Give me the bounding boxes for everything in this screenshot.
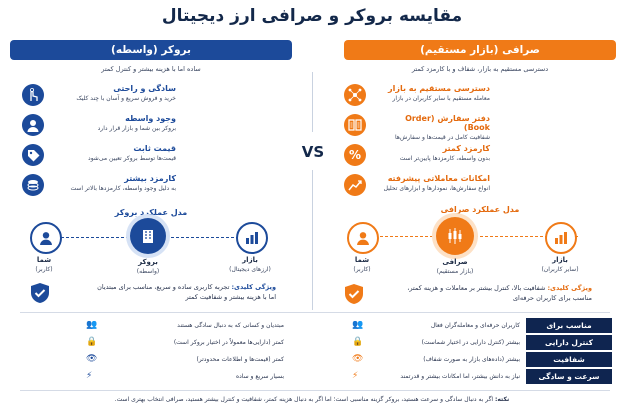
broker-node-market-sub: (ارزهای دیجیتال)	[229, 266, 271, 273]
building-icon	[130, 218, 166, 254]
network-icon	[344, 84, 366, 106]
user-icon	[347, 222, 379, 254]
exchange-flow-title: مدل عملکرد صرافی	[440, 205, 520, 214]
percent-icon: %	[344, 144, 366, 166]
user-icon	[30, 222, 62, 254]
exchange-feature-4	[380, 174, 490, 192]
divider	[312, 72, 313, 132]
criteria-speed: سرعت و سادگی	[526, 369, 612, 384]
broker-row-suitable: مبتدیان و کسانی که به دنبال سادگی هستند	[177, 322, 284, 329]
broker-node-user-label: شما	[36, 256, 52, 264]
feature-title: سادگی و راحتی	[113, 84, 176, 93]
exchange-subtitle: دسترسی مستقیم به بازار، شفاف و با کارمزد کمتر	[411, 65, 549, 73]
feature-title: قیمت ثابت	[133, 144, 176, 153]
criteria-suitable-for: مناسب برای	[526, 318, 612, 333]
exchange-header: صرافی (بازار مستقیم)	[344, 40, 616, 60]
criteria-asset-control: کنترل دارایی	[526, 335, 612, 350]
broker-row-control: کمتر (دارایی‌ها معمولاً در اختیار بروکر است)	[173, 339, 284, 346]
broker-feature-4	[56, 174, 176, 192]
lightning-icon: ⚡	[352, 371, 359, 381]
feature-title: دسترسی مستقیم به بازار	[387, 84, 490, 93]
feature-desc: بروکر بین شما و بازار قرار دارد	[97, 125, 176, 132]
footer-note	[0, 396, 624, 403]
divider	[312, 170, 313, 310]
order-book-icon	[344, 114, 366, 136]
broker-subtitle: ساده اما با هزینه بیشتر و کنترل کمتر	[101, 65, 201, 73]
bar-chart-icon	[545, 222, 577, 254]
shield-icon	[344, 283, 364, 309]
key-text-2: مناسب برای کاربران حرفه‌ای	[512, 294, 592, 302]
users-icon: 👥	[352, 320, 364, 330]
broker-flow-title: مدل عملکرد بروکر	[114, 208, 188, 217]
broker-feature-3	[56, 144, 176, 162]
lock-icon: 🔒	[86, 337, 98, 347]
feature-desc: شفافیت کامل در قیمت‌ها و سفارش‌ها	[394, 134, 490, 141]
key-text: تجربه کاربری ساده و سریع، مناسب برای مبتدیان	[97, 283, 230, 291]
exchange-node-user-label: شما	[354, 256, 370, 264]
vs-label: VS	[301, 143, 325, 161]
lock-icon: 🔒	[352, 337, 364, 347]
chart-icon	[344, 174, 366, 196]
broker-row-transparency: کمتر (قیمت‌ها و اطلاعات محدودتر)	[196, 356, 284, 363]
page-title: مقایسه بروکر و صرافی ارز دیجیتال	[161, 6, 463, 26]
feature-desc: انواع سفارش‌ها، نمودارها و ابزارهای تحلیل	[383, 185, 490, 192]
hand-tap-icon	[22, 84, 44, 106]
exchange-feature-1	[380, 84, 490, 102]
footer-label: نکته:	[495, 396, 510, 403]
key-text-2: اما با هزینه بیشتر و شفافیت کمتر	[185, 293, 276, 301]
exchange-row-suitable: کاربران حرفه‌ای و معامله‌گران فعال	[430, 322, 520, 329]
feature-desc: بدون واسطه، کارمزدها پایین‌تر است	[399, 155, 490, 162]
exchange-row-speed: نیاز به دانش بیشتر، اما امکانات بیشتر و قدرتمند	[400, 373, 520, 380]
exchange-node-exchange-label: صرافی	[442, 258, 468, 266]
eye-icon: 👁	[352, 354, 364, 364]
feature-desc: خرید و فروش سریع و آسان با چند کلیک	[76, 95, 176, 102]
shield-icon	[30, 282, 50, 308]
lightning-icon: ⚡	[86, 371, 93, 381]
exchange-row-control: بیشتر (کنترل دارایی در اختیار شماست)	[421, 339, 520, 346]
feature-desc: قیمت‌ها توسط بروکر تعیین می‌شود	[88, 155, 176, 162]
exchange-feature-2	[380, 114, 490, 141]
key-label: ویژگی کلیدی:	[231, 283, 276, 291]
broker-node-broker-label: بروکر	[138, 258, 158, 266]
feature-title: امکانات معاملاتی پیشرفته	[387, 174, 490, 183]
feature-title: کارمزد کمتر	[442, 144, 490, 153]
broker-feature-1	[56, 84, 176, 102]
coins-icon	[22, 174, 44, 196]
eye-icon: 👁	[86, 354, 98, 364]
key-label: ویژگی کلیدی:	[547, 284, 592, 292]
broker-node-user-sub: (کاربر)	[35, 266, 53, 273]
footer-text: اگر به دنبال سادگی و سرعت هستید، بروکر گزینه مناسبی است؛ اما اگر به دنبال هزینه کمتر، شفافیت و کنترل بیشتر هستید، صرافی انتخاب بهتری است.	[114, 396, 494, 403]
bar-chart-icon	[236, 222, 268, 254]
feature-desc: معامله مستقیم با سایر کاربران در بازار	[392, 95, 490, 102]
separator	[20, 390, 610, 391]
broker-row-speed: بسیار سریع و ساده	[235, 373, 284, 380]
exchange-node-exchange-sub: (بازار مستقیم)	[436, 268, 474, 275]
key-text: شفافیت بالا، کنترل بیشتر بر معاملات و هزینه کمتر،	[407, 284, 546, 292]
broker-feature-2	[56, 114, 176, 132]
exchange-row-transparency: بیشتر (داده‌های بازار به صورت شفاف)	[423, 356, 520, 363]
broker-header: بروکر (واسطه)	[10, 40, 292, 60]
exchange-node-market-sub: (سایر کاربران)	[541, 266, 579, 273]
criteria-transparency: شفافیت	[526, 352, 612, 367]
price-tag-icon	[22, 144, 44, 166]
feature-desc: به دلیل وجود واسطه، کارمزدها بالاتر است	[70, 185, 176, 192]
feature-title: دفتر سفارش (Order Book)	[405, 114, 490, 132]
broker-node-broker-sub: (واسطه)	[136, 268, 160, 275]
exchange-key-feature	[372, 283, 592, 303]
users-icon: 👥	[86, 320, 98, 330]
exchange-node-user-sub: (کاربر)	[353, 266, 371, 273]
candlestick-icon	[436, 217, 474, 255]
user-icon	[22, 114, 44, 136]
broker-key-feature	[58, 282, 276, 302]
exchange-node-market-label: بازار	[552, 256, 568, 264]
separator	[20, 312, 610, 313]
broker-node-market-label: بازار	[242, 256, 258, 264]
exchange-feature-3	[380, 144, 490, 162]
feature-title: کارمزد بیشتر	[124, 174, 176, 183]
feature-title: وجود واسطه	[125, 114, 176, 123]
